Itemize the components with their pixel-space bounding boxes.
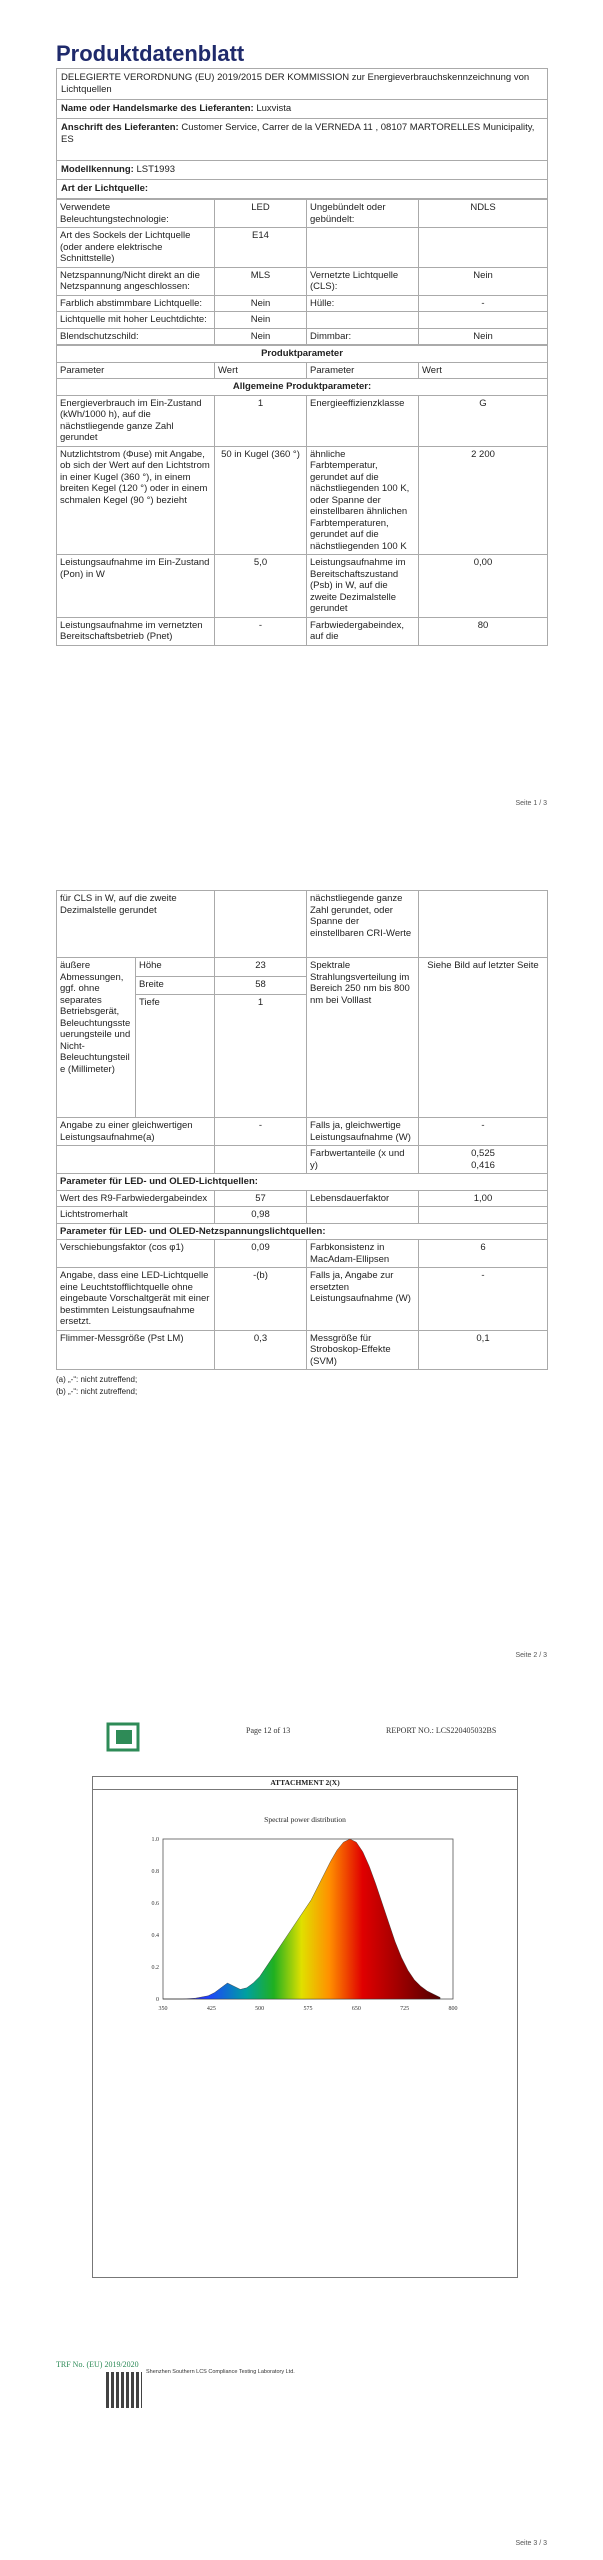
continued-table — [56, 890, 548, 1370]
lightsource-param-2 — [307, 312, 419, 329]
footnote-b: (b) „-“: nicht zutreffend; — [56, 1387, 138, 1396]
lightsource-row — [57, 328, 548, 345]
general-param-value: 50 in Kugel (360 °) — [215, 446, 307, 555]
lightsource-value: E14 — [215, 228, 307, 268]
general-param-value: 5,0 — [215, 555, 307, 618]
net-param-row — [57, 1330, 548, 1370]
page-2 — [0, 880, 603, 1680]
lightsource-value-2: Nein — [419, 267, 548, 295]
net-param-param-2: Farbkonsistenz in MacAdam-Ellipsen — [307, 1240, 419, 1268]
general-param-param: Nutzlichtstrom (Φuse) mit Angabe, ob sich der Wert auf den Lichtstrom in einer Kugel (360 °), in einem breiten Kegel (120 °) oder in einem schmalen Kegel (90 °) bezieht — [57, 446, 215, 555]
net-param-param: Angabe, dass eine LED-Lichtquelle eine Leuchtstofflichtquelle ohne eingebaute Vorschaltgerät mit einer bestimmten Leistungsaufnahme ersetzt. — [57, 1268, 215, 1331]
general-param-value: 1 — [215, 395, 307, 446]
net-param-param: Verschiebungsfaktor (cos φ1) — [57, 1240, 215, 1268]
lightsource-row — [57, 295, 548, 312]
dimensions-label: äußere Abmessungen, ggf. ohne separates Betriebsgerät, Beleuchtungssteuerungsteile und Nicht-Beleuchtungsteile (Millimeter) — [57, 958, 136, 1118]
cert-header — [106, 1710, 526, 1750]
led-param-param: Lichtstromerhalt — [57, 1207, 215, 1224]
net-param-value-2: 6 — [419, 1240, 548, 1268]
general-param-param-2: Energieeffizienzklasse — [307, 395, 419, 446]
spectral-label: Spektrale Strahlungsverteilung im Bereich 250 nm bis 800 nm bei Volllast — [307, 958, 419, 1118]
net-param-value-2: 0,1 — [419, 1330, 548, 1370]
lightsource-value: Nein — [215, 312, 307, 329]
depth-label: Tiefe — [136, 995, 215, 1118]
led-param-value: 57 — [215, 1190, 307, 1207]
lightsource-param: Netzspannung/Nicht direkt an die Netzspannung angeschlossen: — [57, 267, 215, 295]
x-tick-label: 425 — [206, 2006, 216, 2012]
page-number-2: Seite 2 / 3 — [515, 1652, 547, 1659]
lightsource-value-2: NDLS — [419, 200, 548, 228]
led-param-param: Wert des R9-Farbwiedergabeindex — [57, 1190, 215, 1207]
led-param-param-2: Lebensdauerfaktor — [307, 1190, 419, 1207]
general-param-cont-value-2: - — [419, 1118, 548, 1146]
y-tick-label: 0.8 — [151, 1869, 159, 1875]
general-param-param-2: Leistungsaufnahme im Bereitschaftszustand (Psb) in W, auf die zweite Dezimalstelle gerundet — [307, 555, 419, 618]
spectrum-area — [163, 1839, 440, 1999]
page-number-3: Seite 3 / 3 — [515, 2540, 547, 2547]
lightsource-value: Nein — [215, 295, 307, 312]
report-number: REPORT NO.: LCS220405032BS — [386, 1726, 497, 1735]
lightsource-param: Blendschutzschild: — [57, 328, 215, 345]
qr-code — [106, 2372, 142, 2408]
general-param-cont-param-2: Falls ja, gleichwertige Leistungsaufnahme (W) — [307, 1118, 419, 1146]
net-param-value: 0,3 — [215, 1330, 307, 1370]
led-param-value: 0,98 — [215, 1207, 307, 1224]
net-param-param-2: Messgröße für Stroboskop-Effekte (SVM) — [307, 1330, 419, 1370]
x-tick-label: 350 — [158, 2006, 168, 2012]
net-param-value: -(b) — [215, 1268, 307, 1331]
general-param-cont-param: Angabe zu einer gleichwertigen Leistungsaufnahme(a) — [57, 1118, 215, 1146]
lightsource-param-2: Vernetzte Lichtquelle (CLS): — [307, 267, 419, 295]
header-block — [56, 68, 548, 199]
supplier-address-row: Anschrift des Lieferanten: Customer Service, Carrer de la VERNEDA 11 , 08107 MARTORELLES Municipality, ES — [57, 119, 547, 161]
general-param-value: - — [215, 617, 307, 645]
general-param-value-2: 80 — [419, 617, 548, 645]
width-value: 58 — [215, 976, 307, 995]
cls-pnet-cont: für CLS in W, auf die zweite Dezimalstelle gerundet — [57, 891, 215, 958]
led-param-value-2: 1,00 — [419, 1190, 548, 1207]
general-param-param-2: Farbwiedergabeindex, auf die — [307, 617, 419, 645]
attachment-title: ATTACHMENT 2(X) — [93, 1777, 517, 1790]
general-param-row — [57, 617, 548, 645]
lightsource-param: Farblich abstimmbare Lichtquelle: — [57, 295, 215, 312]
lightsource-value-2: - — [419, 295, 548, 312]
lightsource-table — [56, 199, 548, 345]
general-param-cont-param — [57, 1146, 215, 1174]
product-param-table — [56, 345, 548, 646]
general-param-cont-row — [57, 1118, 548, 1146]
led-section-heading: Parameter für LED- und OLED-Lichtquellen: — [57, 1174, 548, 1191]
general-param-cont-value: - — [215, 1118, 307, 1146]
col-header-param-2: Parameter — [307, 362, 419, 379]
lightsource-value: LED — [215, 200, 307, 228]
lightsource-param: Art des Sockels der Lichtquelle (oder andere elektrische Schnittstelle) — [57, 228, 215, 268]
net-param-param: Flimmer-Messgröße (Pst LM) — [57, 1330, 215, 1370]
lightsource-param-2 — [307, 228, 419, 268]
supplier-name-row: Name oder Handelsmarke des Lieferanten: Luxvista — [57, 100, 547, 119]
general-param-cont-param-2: Farbwertanteile (x und y) — [307, 1146, 419, 1174]
page-1 — [0, 0, 603, 820]
page-number-1: Seite 1 / 3 — [515, 800, 547, 807]
general-param-row — [57, 555, 548, 618]
spectral-value: Siehe Bild auf letzter Seite — [419, 958, 548, 1118]
subtitle: DELEGIERTE VERORDNUNG (EU) 2019/2015 DER KOMMISSION zur Energieverbrauchskennzeichnung von Lichtquellen — [57, 69, 547, 100]
led-param-value-2 — [419, 1207, 548, 1224]
lightsource-param-2: Hülle: — [307, 295, 419, 312]
product-param-heading: Produktparameter — [57, 346, 548, 363]
footnote-a: (a) „-“: nicht zutreffend; — [56, 1375, 138, 1384]
height-label: Höhe — [136, 958, 215, 977]
general-param-value-2: 0,00 — [419, 555, 548, 618]
led-param-row — [57, 1207, 548, 1224]
led-param-row — [57, 1190, 548, 1207]
general-param-param-2: ähnliche Farbtemperatur, gerundet auf die nächstliegenden 100 K, oder Spanne der einstellbaren ähnlichen Farbtemperaturen, gerundet auf die nächstliegenden 100 K — [307, 446, 419, 555]
trf-number: TRF No. (EU) 2019/2020 — [56, 2360, 139, 2369]
net-param-param-2: Falls ja, Angabe zur ersetzten Leistungsaufnahme (W) — [307, 1268, 419, 1331]
x-tick-label: 650 — [351, 2006, 361, 2012]
x-tick-label: 575 — [303, 2006, 313, 2012]
net-param-row — [57, 1240, 548, 1268]
y-tick-label: 0.2 — [151, 1965, 159, 1971]
lightsource-value: Nein — [215, 328, 307, 345]
general-param-cont-row — [57, 1146, 548, 1174]
x-tick-label: 725 — [400, 2006, 410, 2012]
depth-value: 1 — [215, 995, 307, 1118]
lightsource-param-2: Ungebündelt oder gebündelt: — [307, 200, 419, 228]
net-param-value: 0,09 — [215, 1240, 307, 1268]
col-header-param: Parameter — [57, 362, 215, 379]
x-tick-label: 500 — [255, 2006, 265, 2012]
lightsource-value-2: Nein — [419, 328, 548, 345]
lightsource-param-2: Dimmbar: — [307, 328, 419, 345]
document-title: Produktdatenblatt — [56, 41, 245, 66]
lightsource-row — [57, 228, 548, 268]
spectral-chart — [93, 1829, 517, 2029]
attachment-box — [92, 1776, 518, 2278]
net-param-row — [57, 1268, 548, 1331]
footnotes — [56, 1374, 548, 1398]
net-section-heading: Parameter für LED- und OLED-Netzspannungslichtquellen: — [57, 1223, 548, 1240]
test-certificate — [56, 1710, 548, 2410]
general-param-value-2: 2 200 — [419, 446, 548, 555]
chart-title: Spectral power distribution — [264, 1815, 346, 1824]
lightsource-param: Lichtquelle mit hoher Leuchtdichte: — [57, 312, 215, 329]
general-param-param: Leistungsaufnahme im vernetzten Bereitschaftsbetrieb (Pnet) — [57, 617, 215, 645]
general-param-param: Energieverbrauch im Ein-Zustand (kWh/1000 h), auf die nächstliegende ganze Zahl gerundet — [57, 395, 215, 446]
y-tick-label: 1.0 — [151, 1837, 159, 1843]
lightsource-row — [57, 200, 548, 228]
general-params-heading: Allgemeine Produktparameter: — [57, 379, 548, 396]
y-tick-label: 0.6 — [151, 1901, 159, 1907]
lightsource-label: Art der Lichtquelle: — [61, 183, 149, 194]
y-tick-label: 0.4 — [151, 1933, 159, 1939]
general-param-row — [57, 395, 548, 446]
lab-name: Shenzhen Southern LCS Compliance Testing Laboratory Ltd. — [146, 2369, 295, 2375]
lightsource-value: MLS — [215, 267, 307, 295]
x-tick-label: 800 — [448, 2006, 458, 2012]
lightsource-param: Verwendete Beleuchtungstechnologie: — [57, 200, 215, 228]
net-param-value-2: - — [419, 1268, 548, 1331]
height-value: 23 — [215, 958, 307, 977]
page-info: Page 12 of 13 — [246, 1726, 291, 1735]
y-tick-label: 0 — [156, 1997, 159, 2003]
model-row: Modellkennung: LST1993 — [57, 161, 547, 180]
general-param-row — [57, 446, 548, 555]
col-header-wert: Wert — [215, 362, 307, 379]
width-label: Breite — [136, 976, 215, 995]
col-header-wert-2: Wert — [419, 362, 548, 379]
led-param-param-2 — [307, 1207, 419, 1224]
cri-cont: nächstliegende ganze Zahl gerundet, oder Spanne der einstellbaren CRI-Werte — [307, 891, 419, 958]
general-param-param: Leistungsaufnahme im Ein-Zustand (Pon) in W — [57, 555, 215, 618]
lightsource-value-2 — [419, 228, 548, 268]
lightsource-value-2 — [419, 312, 548, 329]
general-param-value-2: G — [419, 395, 548, 446]
lightsource-row — [57, 312, 548, 329]
general-param-cont-value-2: 0,525 0,416 — [419, 1146, 548, 1174]
general-param-cont-value — [215, 1146, 307, 1174]
lightsource-row — [57, 267, 548, 295]
